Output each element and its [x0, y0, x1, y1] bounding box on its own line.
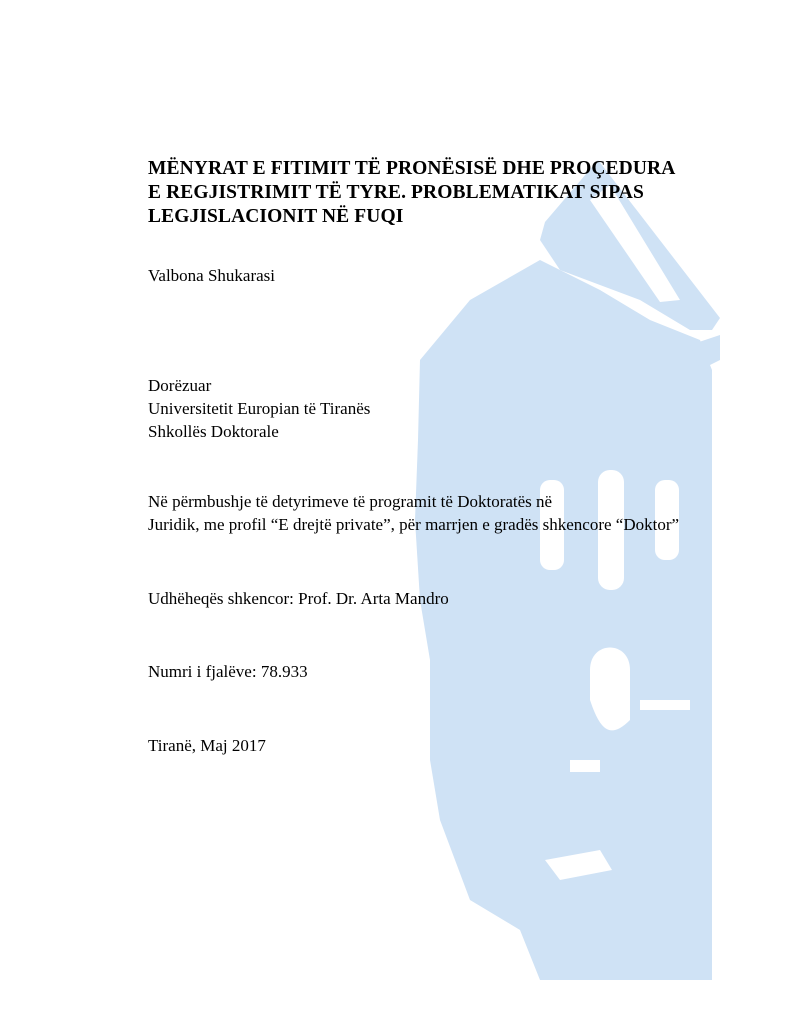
word-count: Numri i fjalëve: 78.933 [148, 662, 308, 681]
place-date: Tiranë, Maj 2017 [148, 736, 266, 755]
thesis-title-line-3: LEGJISLACIONIT NË FUQI [148, 206, 404, 227]
thesis-title [148, 157, 738, 229]
university-name: Universitetit Europian të Tiranës [148, 399, 371, 418]
school-name: Shkollës Doktorale [148, 422, 279, 441]
author-name: Valbona Shukarasi [148, 266, 276, 285]
thesis-title-line-1: MËNYRAT E FITIMIT TË PRONËSISË DHE PROÇEDURA [148, 158, 676, 179]
fulfillment-line-2: Juridik, me profil “E drejtë private”, për marrjen e gradës shkencore “Doktor” [148, 515, 680, 534]
supervisor: Udhëheqës shkencor: Prof. Dr. Arta Mandro [148, 589, 449, 608]
thesis-title-line-2: E REGJISTRIMIT TË TYRE. PROBLEMATIKAT SIPAS [148, 182, 644, 203]
submitted-label: Dorëzuar [148, 376, 212, 395]
fulfillment-line-1: Në përmbushje të detyrimeve të programit të Doktoratës në [148, 492, 553, 511]
